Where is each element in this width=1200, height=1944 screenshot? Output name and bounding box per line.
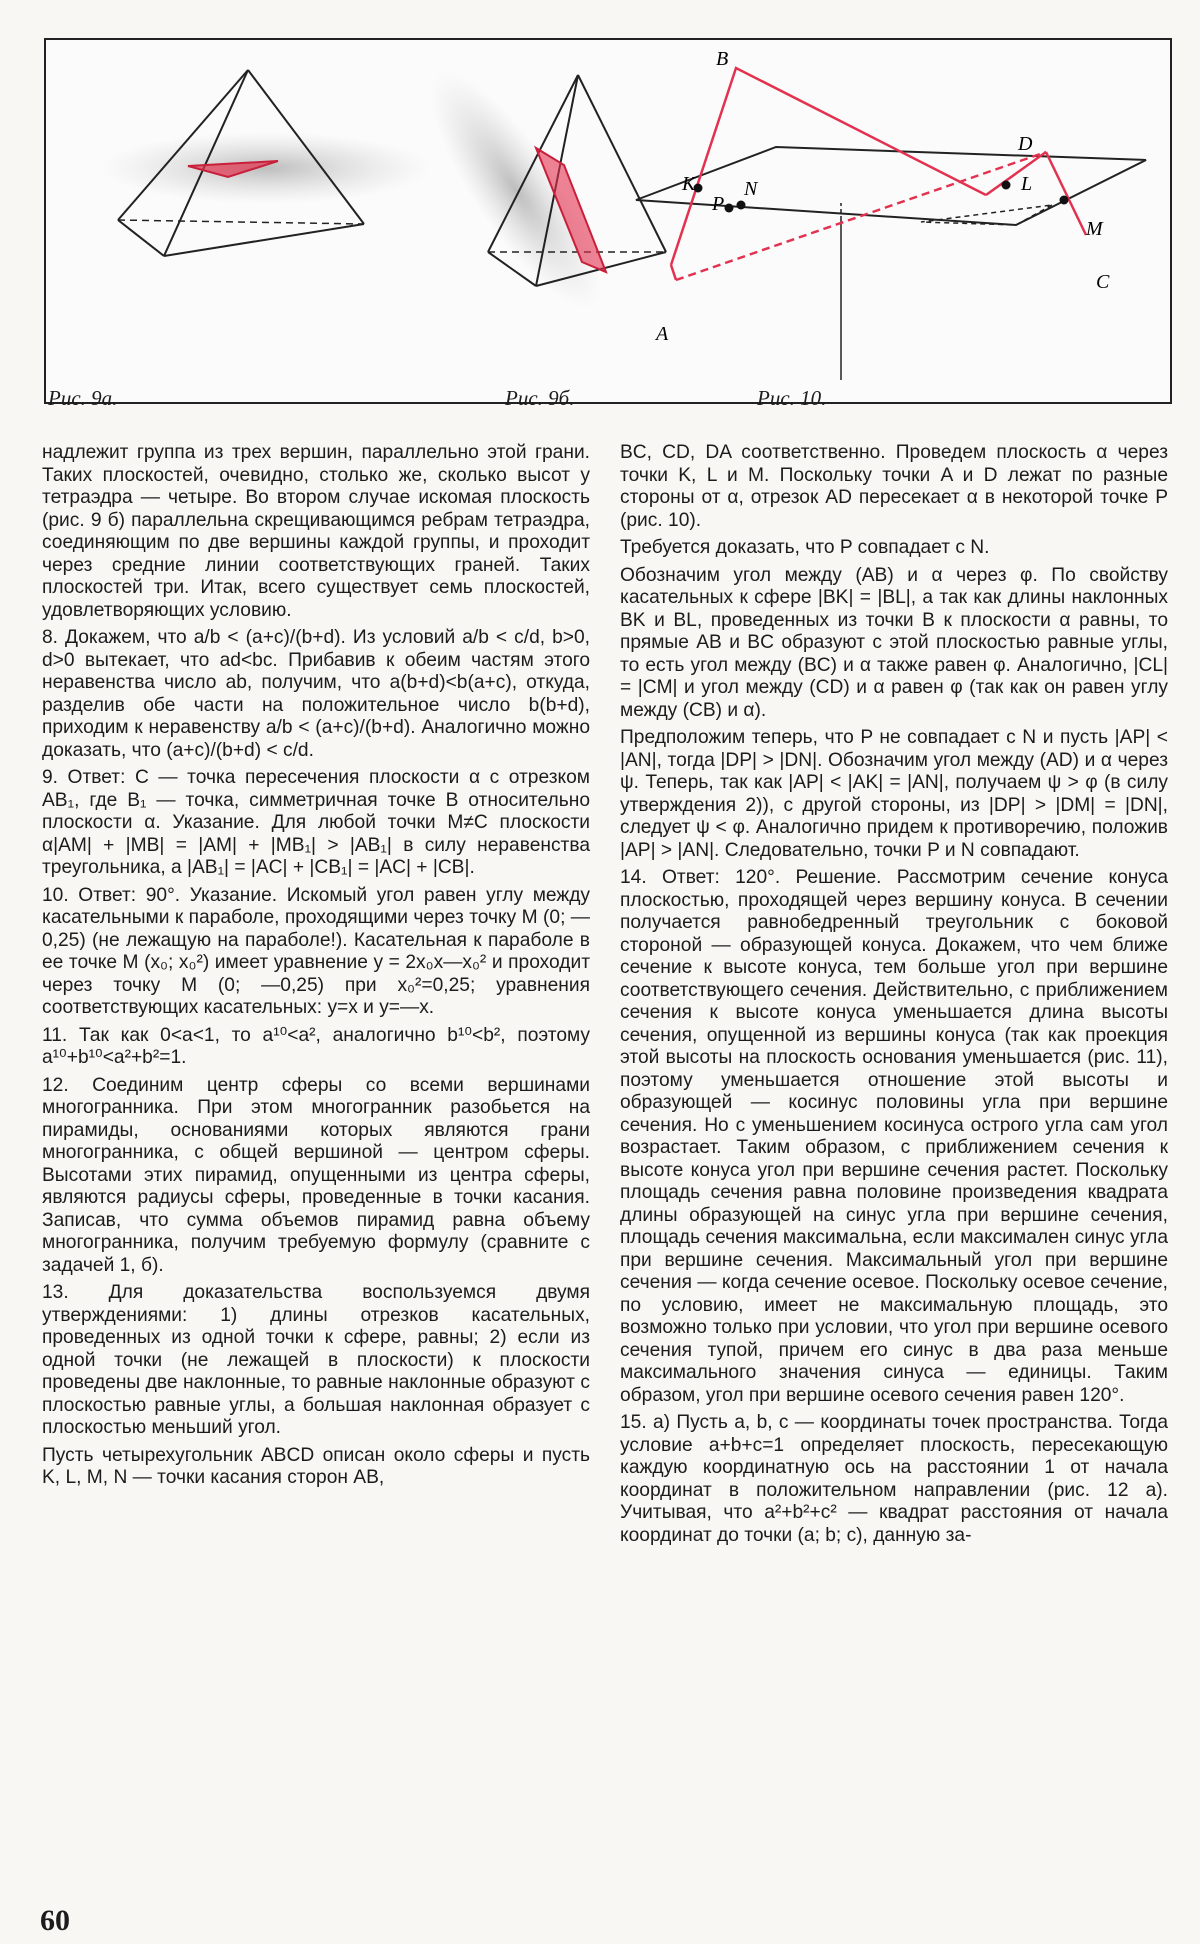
solution-13: 13. Для доказательства воспользуемся двумя утверждениями: 1) длины отрезков касательных, проведенных из одной точки к сфере, равны; 2) если из одной точки (не лежащей в плоскости) к плоскости проведены две наклонные, то равные наклонные образуют с плоскостью равные углы, а большая наклонная образует с плоскостью меньший угол. [42, 1282, 590, 1438]
figures-frame [44, 38, 1172, 404]
right-paragraph-1: BC, CD, DA соответственно. Проведем плоскость α через точки K, L и M. Поскольку точки A и D лежат по разные стороны от α, отрезок AD пересекает α в некоторой точке P (рис. 10). [620, 442, 1168, 531]
fig10-point-M [1060, 196, 1069, 205]
fig9a-caption: Рис. 9а. [48, 386, 118, 410]
fig10-label-C: C [1096, 271, 1110, 293]
fig9a-tetrahedron [101, 70, 431, 256]
right-column [620, 442, 1168, 1552]
fig10-label-D: D [1018, 133, 1033, 155]
fig10-label-P: P [712, 193, 725, 215]
fig10-segment-AD [671, 265, 676, 280]
fig9b-caption: Рис. 9б. [505, 386, 575, 410]
right-paragraph-3: Обозначим угол между (AB) и α через φ. По свойству касательных к сфере |BK| = |BL|, а так как длины наклонных BK и BL, проведенных из точки B к плоскости α равны, то прямые AB и BC образуют с этой плоскостью равные углы, то есть угол между (BC) и α также равен φ. Аналогично, |CL| = |CM| и угол между (CD) и α равен φ (так как он равен углу между (CB) и α). [620, 564, 1168, 721]
right-paragraph-4: Предположим теперь, что P не совпадает с N и пусть |AP| < |AN|, тогда |DP| > |DN|. Обозначим угол между (AD) и α через ψ. Теперь, так как |AP| < |AK| = |AN|, получаем ψ > φ (в силу утверждения 2)), с другой стороны, из |DP| > |DM| = |DN|, следует ψ < φ. Аналогично придем к противоречию, положив |AP| > |AN|. Следовательно, точки P и N совпадают. [620, 727, 1168, 861]
fig9b-tetrahedron [403, 50, 666, 329]
left-column [42, 442, 590, 1495]
fig9a-section-plane [101, 132, 431, 204]
fig9b-section-plane [403, 50, 629, 329]
fig10-label-L: L [1021, 173, 1033, 195]
solution-14: 14. Ответ: 120°. Решение. Рассмотрим сечение конуса плоскостью, проходящей через вершину конуса. В сечении получается равнобедренный треугольник с боковой стороной — образующей конуса. Докажем, что чем ближе сечение к высоте конуса, тем больше угол при вершине соответствующего сечения. Действительно, с приближением сечения к высоте конуса уменьшается длина высоты сечения, опущенной из вершины конуса (так как проекция этой высоты на плоскость основания уменьшается (рис. 11), поэтому уменьшается отношение этой высоты и образующей — косинус половины угла при вершине сечения. Но с уменьшением косинуса острого угла сам угол возрастает. Таким образом, с приближением сечения к высоте конуса угол при вершине сечения растет. Поскольку площадь сечения равна половине произведения квадрата длины образующей на синус угла при вершине сечения, площадь сечения максимальна, если максимален синус угла при вершине сечения. Максимальный угол при вершине сечения — когда сечение осевое. Поскольку осевое сечение, по условию, имеет не максимальную площадь, это возможно только при условии, что угол при вершине осевого сечения тупой, причем его синус в два раза меньше максимального значения синуса — единицы. Таким образом, угол при вершине осевого сечения равен 120°. [620, 867, 1168, 1406]
right-paragraph-2: Требуется доказать, что P совпадает с N. [620, 537, 990, 558]
left-paragraph-1: надлежит группа из трех вершин, параллельно этой грани. Таких плоскостей, очевидно, столько же, сколько высот у тетраэдра — четыре. Во втором случае искомая плоскость (рис. 9 б) параллельна скрещивающимся ребрам тетраэдра, соединяющим по две вершины каждой группы, и проходит через средние линии соответствующих граней. Таких плоскостей три. Итак, всего существует семь плоскостей, удовлетворяющих условию. [42, 442, 590, 621]
solution-8: 8. Докажем, что a/b < (a+c)/(b+d). Из условий a/b < c/d, b>0, d>0 вытекает, что ad<bc. Прибавив к обеим частям этого неравенства число ab, получим, что a(b+d)<b(a+c), откуда, разделив обе части на положительное число b(b+d), приходим к неравенству a/b < (a+c)/(b+d). Аналогично можно доказать, что (a+c)/(b+d) < c/d. [42, 627, 590, 761]
solution-11: 11. Так как 0<a<1, то a¹⁰<a², аналогично b¹⁰<b², поэтому a¹⁰+b¹⁰<a²+b²=1. [42, 1024, 590, 1068]
figures-drawing [46, 40, 1170, 402]
fig10-label-B: B [716, 48, 729, 70]
solution-15: 15. а) Пусть a, b, c — координаты точек пространства. Тогда условие a+b+c=1 определяет плоскость, пересекающую каждую координатную ось на расстоянии 1 от начала координат в положительном направлении (рис. 12 а). Учитывая, что a²+b²+c² — квадрат расстояния от начала координат до точки (a; b; c), данную за- [620, 1412, 1168, 1546]
fig10-point-L [1002, 181, 1011, 190]
fig10-label-N: N [744, 178, 758, 200]
fig10-label-K: K [682, 173, 696, 195]
fig10-segment-ABC [671, 68, 986, 265]
solution-10: 10. Ответ: 90°. Указание. Искомый угол равен углу между касательными к параболе, проходящими через точку M (0; —0,25) (не лежащую на параболе!). Касательная к параболе в ее точке M (x₀; x₀²) имеет уравнение y = 2x₀x—x₀² и проходит через точку M (0; —0,25) при x₀²=0,25; уравнения соответствующих касательных: y=x и y=—x. [42, 884, 590, 1018]
solution-12: 12. Соединим центр сферы со всеми вершинами многогранника. При этом многогранник разобьется на пирамиды, основаниями которых являются грани многогранника, с общей вершиной — центром сферы. Высотами этих пирамид, опущенными из центра сферы, являются радиусы сферы, проведенные в точки касания. Записав, что сумма объемов пирамид равна объему многогранника, получим требуемую формулу (сравните с задачей 1, б). [42, 1074, 590, 1276]
fig10-diagram [636, 48, 1146, 380]
fig10-label-A: A [656, 323, 669, 345]
fig10-point-P [725, 204, 734, 213]
fig10-point-N [737, 201, 746, 210]
fig10-caption: Рис. 10. [757, 386, 827, 410]
page-number: 60 [40, 1904, 70, 1937]
solution-9: 9. Ответ: C — точка пересечения плоскости α с отрезком AB₁, где B₁ — точка, симметричная точке B относительно плоскости α. Указание. Для любой точки M≠C плоскости α|AM| + |MB| = |AM| + |MB₁| > |AB₁| в силу неравенства треугольника, а |AB₁| = |AC| + |CB₁| = |AC| + |CB|. [42, 767, 590, 878]
fig10-label-M: M [1086, 218, 1103, 240]
solution-13-continued: Пусть четырехугольник ABCD описан около сферы и пусть K, L, M, N — точки касания сторон AB, [42, 1444, 590, 1488]
